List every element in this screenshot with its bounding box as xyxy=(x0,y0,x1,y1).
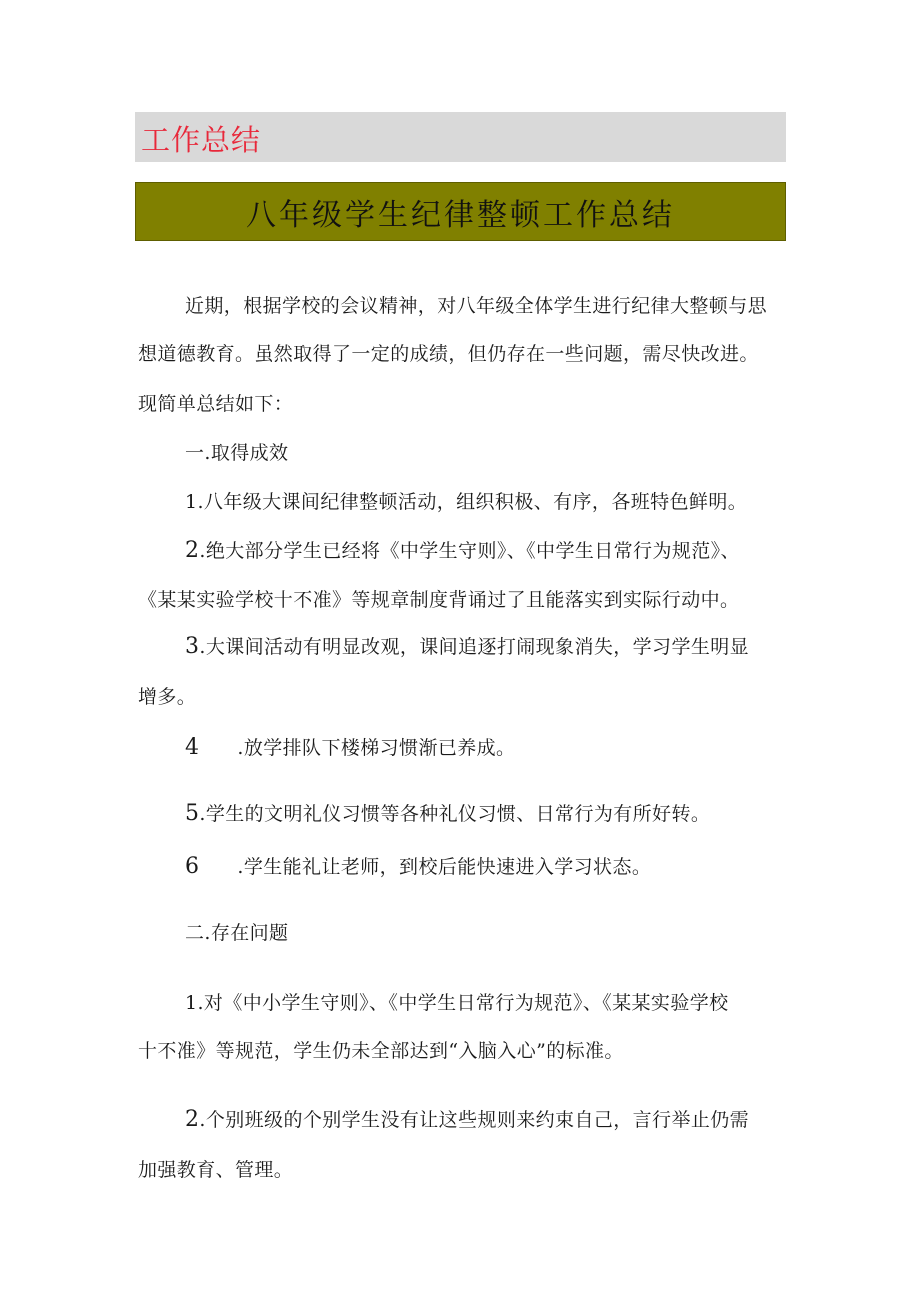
section2-item-1-line-1: 1.对《中小学生守则》、《中学生日常行为规范》、《某某实验学校 xyxy=(185,992,729,1014)
item-text: .学生能礼让老师，到校后能快速进入学习状态。 xyxy=(237,856,652,878)
item-text: .放学排队下楼梯习惯渐已养成。 xyxy=(237,737,516,759)
section1-item-2-line-2: 《某某实验学校十不准》等规章制度背诵过了且能落实到实际行动中。 xyxy=(138,589,740,611)
section1-heading: 一.取得成效 xyxy=(185,442,289,464)
category-label: 工作总结 xyxy=(141,123,262,157)
item-text: .学生的文明礼仪习惯等各种礼仪习惯、日常行为有所好转。 xyxy=(199,803,711,825)
item-number: 2 xyxy=(185,538,200,563)
section1-item-3-line-2: 增多。 xyxy=(138,686,197,708)
section2-heading: 二.存在问题 xyxy=(185,922,289,944)
item-number: 4 xyxy=(185,735,200,760)
intro-line-2: 想道德教育。虽然取得了一定的成绩，但仍存在一些问题，需尽快改进。 xyxy=(138,343,759,365)
title-banner xyxy=(135,182,786,241)
intro-line-3: 现简单总结如下： xyxy=(138,393,294,415)
item-number: 6 xyxy=(185,854,200,879)
intro-line-1: 近期，根据学校的会议精神，对八年级全体学生进行纪律大整顿与思 xyxy=(185,295,768,317)
item-text: .绝大部分学生已经将《中学生守则》、《中学生日常行为规范》、 xyxy=(199,540,740,562)
item-number: 3 xyxy=(185,634,200,659)
item-number: 2 xyxy=(185,1107,200,1132)
section1-item-1: 1.八年级大课间纪律整顿活动，组织积极、有序，各班特色鲜明。 xyxy=(185,491,748,513)
document-title: 八年级学生纪律整顿工作总结 xyxy=(246,197,675,233)
section2-item-2-line-1 xyxy=(185,1107,749,1133)
section1-item-3-line-1 xyxy=(185,634,749,660)
section2-item-1-line-2: 十不准》等规范，学生仍未全部达到“入脑入心”的标准。 xyxy=(138,1040,624,1062)
item-text: .大课间活动有明显改观，课间追逐打闹现象消失，学习学生明显 xyxy=(199,636,750,658)
item-text: .个别班级的个别学生没有让这些规则来约束自己，言行举止仍需 xyxy=(199,1109,750,1131)
section1-item-2-line-1 xyxy=(185,538,740,564)
section1-item-5 xyxy=(185,801,710,827)
section2-item-2-line-2: 加强教育、管理。 xyxy=(138,1159,294,1181)
section1-item-6 xyxy=(185,854,651,880)
category-banner xyxy=(135,112,786,162)
item-number: 5 xyxy=(185,801,200,826)
section1-item-4 xyxy=(185,735,515,761)
